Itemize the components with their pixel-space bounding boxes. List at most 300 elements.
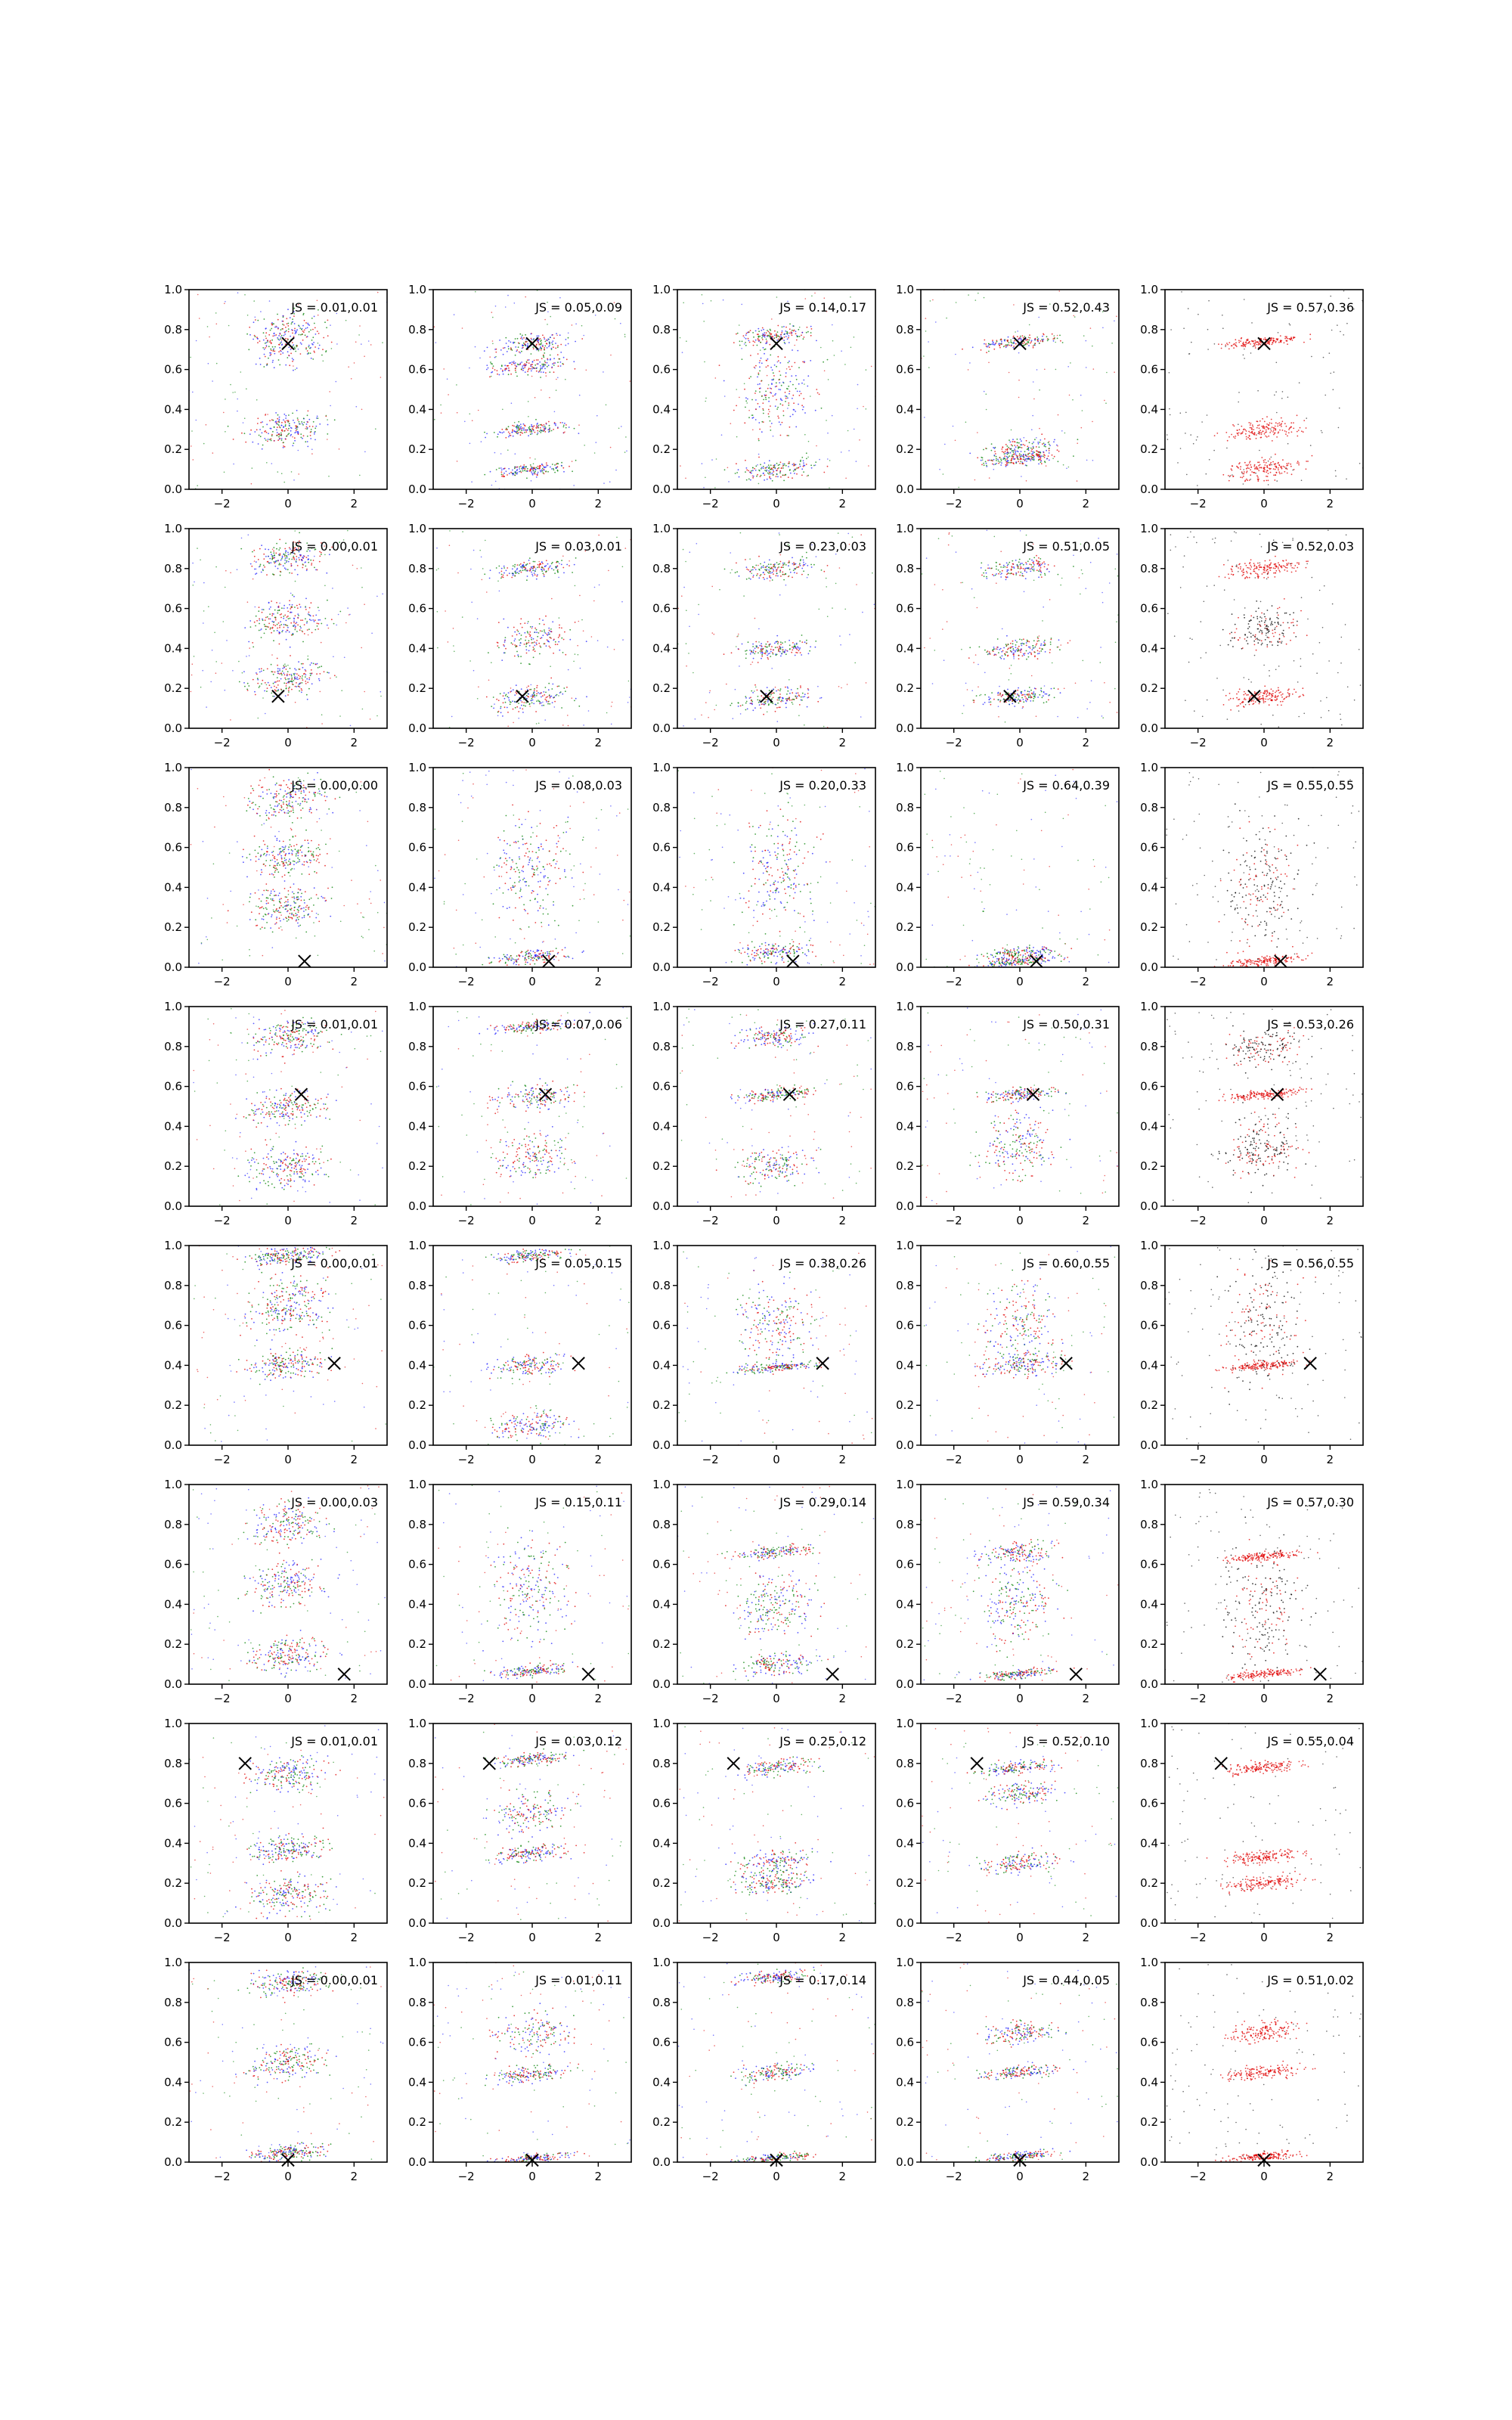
scatter-point — [769, 472, 770, 473]
scatter-point — [556, 335, 558, 337]
scatter-point — [260, 311, 262, 312]
scatter-point — [504, 706, 506, 708]
scatter-point — [209, 337, 210, 338]
scatter-point — [986, 463, 987, 464]
scatter-point — [763, 329, 764, 330]
scatter-point — [538, 561, 540, 563]
scatter-point — [793, 564, 795, 566]
scatter-point — [793, 470, 795, 472]
scatter-point — [789, 469, 791, 470]
scatter-point — [501, 576, 503, 578]
scatter-point — [1281, 340, 1282, 342]
scatter-point — [1276, 436, 1278, 438]
scatter-point — [553, 429, 554, 430]
scatter-point — [703, 487, 705, 489]
scatter-point — [533, 656, 534, 658]
scatter-point — [525, 636, 527, 638]
scatter-point — [294, 432, 296, 433]
scatter-point — [539, 653, 541, 655]
scatter-point — [436, 548, 438, 549]
scatter-point — [302, 334, 303, 335]
js-label: JS = 0.03,0.01 — [534, 539, 622, 554]
scatter-point — [253, 300, 255, 302]
scatter-point — [1033, 458, 1034, 459]
scatter-point — [1007, 458, 1009, 459]
x-tick-label: 2 — [1083, 497, 1090, 510]
scatter-point — [795, 388, 797, 389]
scatter-point — [531, 376, 533, 377]
scatter-point — [795, 427, 797, 428]
scatter-point — [510, 702, 512, 703]
scatter-point — [546, 423, 547, 424]
scatter-point — [779, 470, 781, 472]
scatter-point — [1250, 352, 1252, 354]
scatter-point — [741, 304, 742, 306]
scatter-point — [779, 472, 781, 473]
scatter-point — [762, 402, 764, 404]
scatter-point — [598, 535, 600, 536]
scatter-point — [287, 323, 288, 324]
scatter-point — [517, 564, 519, 566]
scatter-point — [490, 569, 491, 571]
scatter-point — [305, 334, 306, 336]
scatter-point — [955, 354, 956, 355]
scatter-point — [535, 467, 537, 468]
scatter-point — [289, 687, 290, 688]
scatter-point — [497, 715, 499, 717]
scatter-point — [295, 678, 296, 679]
y-tick-label: 0.0 — [896, 482, 914, 496]
scatter-point — [544, 347, 545, 349]
scatter-point — [953, 426, 954, 427]
scatter-point — [282, 668, 284, 669]
scatter-point — [558, 641, 559, 643]
scatter-point — [530, 429, 531, 430]
scatter-point — [1036, 437, 1037, 439]
scatter-point — [1270, 462, 1272, 464]
scatter-point — [272, 346, 274, 348]
scatter-point — [503, 431, 505, 433]
scatter-point — [544, 319, 546, 321]
scatter-point — [279, 603, 280, 604]
scatter-point — [1001, 341, 1002, 343]
scatter-point — [262, 448, 263, 450]
scatter-point — [303, 673, 305, 675]
scatter-point — [559, 617, 560, 619]
scatter-point — [1279, 465, 1281, 467]
scatter-point — [333, 623, 335, 625]
scatter-point — [519, 467, 520, 468]
scatter-point — [498, 622, 500, 623]
scatter-point — [309, 607, 311, 609]
scatter-point — [536, 690, 538, 692]
scatter-point — [779, 371, 780, 372]
scatter-point — [498, 566, 500, 567]
scatter-point — [294, 348, 296, 349]
scatter-point — [532, 346, 534, 348]
scatter-point — [293, 359, 294, 361]
scatter-point — [1092, 421, 1093, 423]
scatter-point — [779, 572, 781, 573]
scatter-point — [1278, 467, 1279, 469]
scatter-point — [212, 380, 213, 382]
scatter-point — [776, 399, 777, 401]
scatter-point — [778, 389, 779, 390]
scatter-point — [516, 634, 518, 635]
scatter-point — [539, 619, 541, 620]
scatter-point — [777, 325, 779, 327]
scatter-point — [497, 436, 498, 438]
scatter-point — [762, 339, 764, 340]
y-tick-label: 0.0 — [1140, 482, 1158, 496]
scatter-point — [271, 664, 272, 666]
scatter-point — [475, 346, 476, 348]
scatter-point — [548, 421, 550, 423]
scatter-point — [551, 688, 553, 690]
scatter-point — [733, 410, 735, 411]
scatter-point — [932, 299, 934, 301]
scatter-point — [989, 344, 990, 346]
scatter-point — [750, 330, 751, 331]
scatter-point — [284, 334, 286, 335]
scatter-point — [283, 554, 284, 555]
scatter-point — [524, 343, 525, 345]
scatter-point — [1225, 346, 1226, 347]
scatter-point — [516, 569, 518, 570]
scatter-point — [1009, 455, 1010, 457]
scatter-point — [557, 345, 559, 346]
scatter-point — [544, 699, 546, 700]
scatter-point — [1250, 479, 1251, 480]
scatter-point — [281, 607, 283, 609]
scatter-point — [532, 700, 534, 701]
scatter-point — [312, 329, 314, 330]
scatter-point — [276, 687, 277, 688]
scatter-point — [1044, 444, 1046, 445]
scatter-point — [281, 473, 283, 474]
scatter-point — [501, 470, 503, 471]
scatter-point — [1261, 457, 1263, 458]
scatter-point — [506, 570, 507, 572]
scatter-point — [744, 389, 745, 390]
scatter-point — [314, 567, 315, 569]
scatter-point — [500, 349, 502, 351]
scatter-point — [271, 554, 272, 555]
scatter-point — [230, 719, 231, 721]
scatter-point — [737, 333, 739, 334]
scatter-point — [542, 334, 544, 336]
scatter-point — [271, 555, 273, 557]
scatter-point — [512, 432, 513, 433]
scatter-point — [1259, 427, 1260, 429]
scatter-point — [614, 649, 615, 650]
scatter-point — [289, 558, 290, 560]
scatter-point — [810, 464, 812, 466]
scatter-point — [561, 628, 562, 629]
scatter-point — [1249, 462, 1250, 464]
scatter-point — [603, 482, 605, 484]
scatter-point — [512, 572, 513, 574]
scatter-point — [284, 678, 286, 679]
scatter-point — [544, 361, 546, 362]
scatter-point — [529, 557, 531, 559]
scatter-point — [351, 378, 352, 380]
scatter-point — [534, 472, 535, 473]
scatter-point — [534, 470, 536, 472]
scatter-point — [513, 474, 514, 476]
scatter-point — [301, 688, 302, 690]
scatter-point — [1196, 439, 1198, 441]
scatter-point — [1027, 445, 1028, 447]
scatter-point — [544, 467, 546, 468]
scatter-point — [503, 575, 504, 576]
scatter-point — [530, 368, 531, 370]
scatter-point — [259, 685, 261, 687]
scatter-point — [312, 344, 314, 346]
scatter-point — [549, 371, 550, 373]
scatter-point — [1017, 445, 1018, 446]
scatter-point — [1008, 460, 1009, 461]
scatter-point — [711, 300, 712, 302]
scatter-point — [319, 424, 321, 425]
scatter-point — [798, 467, 800, 468]
scatter-point — [522, 701, 523, 703]
scatter-point — [517, 472, 519, 473]
scatter-point — [540, 370, 541, 371]
scatter-point — [274, 346, 276, 348]
scatter-point — [314, 327, 316, 329]
scatter-point — [810, 332, 812, 334]
scatter-point — [986, 409, 987, 411]
scatter-point — [594, 452, 596, 454]
scatter-point — [543, 427, 544, 428]
scatter-point — [531, 628, 533, 629]
scatter-point — [1058, 461, 1059, 462]
scatter-point — [792, 384, 794, 386]
scatter-point — [521, 337, 522, 338]
scatter-point — [1271, 430, 1272, 432]
scatter-point — [1017, 330, 1018, 332]
scatter-point — [538, 472, 539, 473]
scatter-point — [278, 351, 280, 352]
scatter-point — [773, 436, 774, 437]
x-tick-label: 0 — [1016, 497, 1024, 510]
scatter-point — [785, 653, 787, 655]
scatter-point — [513, 363, 515, 365]
scatter-point — [800, 466, 801, 467]
scatter-point — [193, 585, 194, 586]
scatter-point — [723, 380, 725, 382]
scatter-point — [1039, 454, 1040, 455]
scatter-point — [544, 574, 545, 576]
scatter-point — [759, 391, 761, 392]
scatter-point — [785, 327, 787, 328]
scatter-point — [754, 567, 755, 569]
scatter-point — [255, 317, 256, 318]
scatter-point — [526, 687, 528, 688]
scatter-point — [503, 652, 505, 653]
scatter-point — [768, 569, 770, 571]
scatter-point — [285, 327, 287, 328]
scatter-point — [286, 669, 287, 670]
scatter-point — [1033, 458, 1035, 460]
scatter-point — [296, 425, 298, 427]
scatter-point — [1269, 424, 1270, 426]
scatter-point — [540, 365, 541, 367]
scatter-point — [777, 361, 779, 363]
scatter-point — [742, 644, 743, 645]
scatter-point — [775, 653, 776, 655]
scatter-point — [559, 334, 561, 336]
scatter-point — [318, 348, 320, 349]
scatter-point — [1030, 458, 1031, 460]
scatter-point — [793, 562, 795, 563]
scatter-point — [1290, 427, 1292, 428]
scatter-point — [1266, 416, 1268, 417]
scatter-point — [516, 376, 518, 377]
scatter-point — [282, 671, 284, 672]
scatter-point — [568, 333, 569, 334]
scatter-point — [787, 408, 789, 409]
scatter-point — [854, 429, 855, 430]
subplot-r1-c2 — [408, 283, 631, 510]
scatter-point — [789, 463, 790, 464]
scatter-point — [999, 461, 1001, 463]
scatter-point — [539, 466, 541, 467]
scatter-point — [780, 399, 782, 401]
scatter-point — [290, 655, 291, 656]
scatter-point — [761, 475, 762, 476]
scatter-point — [1014, 445, 1015, 446]
scatter-point — [758, 373, 759, 374]
scatter-point — [1284, 338, 1286, 340]
scatter-point — [1253, 429, 1254, 430]
scatter-point — [799, 395, 801, 396]
scatter-point — [986, 352, 987, 353]
scatter-point — [795, 330, 797, 332]
scatter-point — [457, 412, 458, 414]
scatter-point — [258, 610, 259, 612]
scatter-point — [575, 653, 576, 655]
scatter-point — [525, 466, 527, 467]
scatter-point — [533, 348, 534, 349]
scatter-point — [306, 694, 308, 696]
scatter-point — [515, 572, 516, 574]
scatter-point — [277, 624, 278, 625]
scatter-point — [767, 651, 768, 653]
scatter-point — [484, 350, 485, 352]
scatter-point — [566, 687, 568, 688]
scatter-point — [547, 359, 549, 361]
scatter-point — [1256, 434, 1257, 436]
scatter-point — [312, 337, 314, 338]
scatter-point — [534, 561, 536, 563]
scatter-point — [512, 644, 513, 645]
scatter-point — [491, 371, 493, 373]
x-tick-label: −2 — [946, 497, 962, 510]
scatter-point — [264, 566, 265, 568]
scatter-point — [765, 703, 767, 704]
scatter-point — [1343, 290, 1345, 292]
scatter-point — [519, 570, 520, 572]
scatter-point — [810, 335, 812, 337]
scatter-point — [305, 674, 306, 675]
scatter-point — [767, 657, 769, 659]
scatter-point — [798, 383, 800, 385]
scatter-point — [792, 650, 793, 651]
scatter-point — [565, 690, 566, 692]
scatter-point — [739, 345, 741, 346]
scatter-point — [827, 359, 829, 361]
scatter-point — [273, 350, 274, 352]
scatter-point — [803, 560, 804, 561]
scatter-point — [1013, 452, 1015, 454]
scatter-point — [965, 421, 967, 423]
scatter-point — [503, 693, 505, 694]
scatter-point — [800, 687, 801, 688]
scatter-point — [1297, 462, 1298, 464]
scatter-point — [284, 482, 285, 483]
scatter-point — [1000, 464, 1002, 466]
scatter-point — [225, 570, 227, 572]
scatter-point — [790, 381, 792, 383]
scatter-point — [551, 631, 553, 632]
scatter-point — [284, 446, 286, 448]
scatter-point — [449, 530, 451, 532]
scatter-point — [290, 647, 291, 648]
scatter-point — [780, 435, 782, 436]
scatter-point — [540, 424, 541, 426]
scatter-point — [778, 649, 779, 650]
scatter-point — [788, 337, 789, 339]
scatter-point — [530, 334, 531, 335]
scatter-point — [277, 613, 278, 614]
scatter-point — [782, 382, 784, 383]
scatter-point — [1250, 423, 1252, 424]
scatter-point — [1267, 427, 1269, 429]
scatter-point — [308, 555, 309, 557]
scatter-point — [762, 703, 764, 705]
scatter-point — [779, 563, 780, 565]
scatter-point — [784, 334, 785, 335]
scatter-point — [1306, 468, 1307, 470]
scatter-point — [545, 470, 547, 472]
scatter-point — [274, 625, 276, 626]
scatter-point — [274, 351, 275, 352]
scatter-point — [197, 485, 198, 486]
scatter-point — [262, 569, 264, 571]
scatter-point — [797, 350, 798, 352]
scatter-point — [761, 337, 763, 339]
scatter-point — [776, 334, 777, 335]
scatter-point — [193, 459, 194, 461]
scatter-point — [260, 422, 262, 424]
scatter-point — [776, 570, 777, 572]
scatter-point — [789, 324, 791, 325]
scatter-point — [350, 725, 352, 727]
scatter-point — [996, 458, 997, 460]
scatter-point — [279, 669, 280, 670]
scatter-point — [758, 374, 760, 375]
scatter-point — [1180, 448, 1182, 449]
scatter-point — [538, 564, 539, 566]
scatter-point — [262, 445, 264, 446]
scatter-point — [287, 357, 288, 358]
scatter-point — [1043, 455, 1044, 457]
scatter-point — [789, 640, 790, 641]
scatter-point — [759, 362, 761, 364]
scatter-point — [513, 361, 515, 362]
